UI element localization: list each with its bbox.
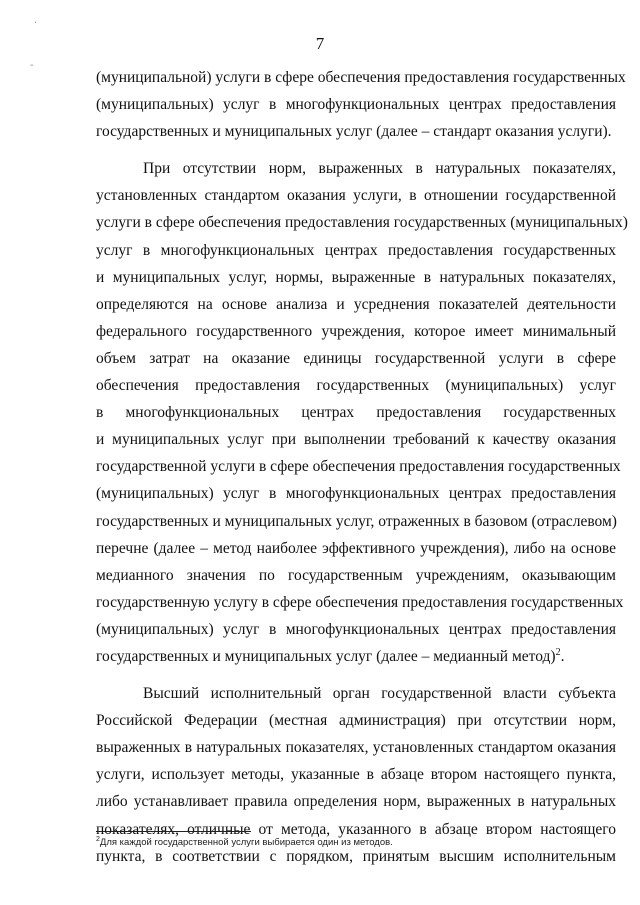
text-line: услуги в сфере обеспечения предоставления государственных (муниципальных) — [96, 214, 628, 232]
text-line: государственную услугу в сфере обеспечения предоставления государственных — [96, 593, 624, 611]
text-line: показателях, отличные от метода, указанного в абзаце втором настоящего — [96, 820, 616, 838]
text-line: При отсутствии норм, выраженных в натуральных показателях, — [143, 160, 616, 178]
text-line: перечне (далее – метод наиболее эффективного учреждения), либо на основе — [96, 539, 616, 557]
text-line: и муниципальных услуг, нормы, выраженные в натуральных показателях, — [96, 268, 616, 286]
page-number: 7 — [315, 34, 325, 53]
text-line: государственных и муниципальных услуг (далее – медианный метод)$^2$. — [96, 646, 565, 665]
text-line: (муниципальных) услуг в многофункциональных центрах предоставления — [96, 485, 616, 503]
footnote — [96, 837, 393, 848]
paragraph — [96, 155, 628, 670]
text-line: государственной услуги в сфере обеспечения предоставления государственных — [96, 458, 621, 476]
text-line: государственных и муниципальных услуг, отраженных в базовом (отраслевом) — [96, 512, 617, 530]
text-line: в многофункциональных центрах предоставления государственных — [96, 404, 616, 422]
text-line: определяются на основе анализа и усреднения показателей деятельности — [96, 295, 616, 313]
text-line: Российской Федерации (местная администрация) при отсутствии норм, — [96, 712, 616, 730]
text-line: либо устанавливает правила определения норм, выраженных в натуральных — [96, 793, 616, 811]
text-line: федерального государственного учреждения, которое имеет минимальный — [96, 322, 616, 340]
text-line: обеспечения предоставления государственных (муниципальных) услуг — [96, 377, 616, 395]
scan-mark: · — [34, 18, 38, 29]
text-line: Высший исполнительный орган государственной власти субъекта — [143, 685, 616, 703]
text-line: услуг в многофункциональных центрах предоставления государственных — [96, 241, 616, 259]
text-line: пункта, в соответствии с порядком, принятым высшим исполнительным — [96, 847, 616, 865]
footnote-text: Для каждой государственной услуги выбирается один из методов. — [99, 837, 393, 848]
footnote-marker: 2 — [96, 835, 100, 843]
text-line: и муниципальных услуг при выполнении требований к качеству оказания — [96, 431, 616, 449]
text-line: (муниципальных) услуг в многофункциональных центрах предоставления — [96, 620, 616, 638]
document-body — [96, 64, 628, 870]
footnote-separator — [96, 831, 251, 832]
footnote-reference: 2 — [555, 646, 561, 658]
text-line: услуги, использует методы, указанные в абзаце втором настоящего пункта, — [96, 766, 616, 784]
text-line: выраженных в натуральных показателях, установленных стандартом оказания — [96, 739, 616, 757]
text-line: объем затрат на оказание единицы государственной услуги в сфере — [96, 349, 616, 367]
paragraph — [96, 64, 626, 145]
text-line: установленных стандартом оказания услуги, в отношении государственной — [96, 187, 616, 205]
text-line: государственных и муниципальных услуг (далее – стандарт оказания услуги). — [96, 123, 612, 141]
text-line: медианного значения по государственным учреждениям, оказывающим — [96, 566, 616, 584]
scan-mark: - — [30, 60, 34, 71]
text-line: (муниципальных) услуг в многофункциональных центрах предоставления — [96, 96, 616, 114]
text-line: (муниципальной) услуги в сфере обеспечения предоставления государственных — [96, 69, 626, 86]
